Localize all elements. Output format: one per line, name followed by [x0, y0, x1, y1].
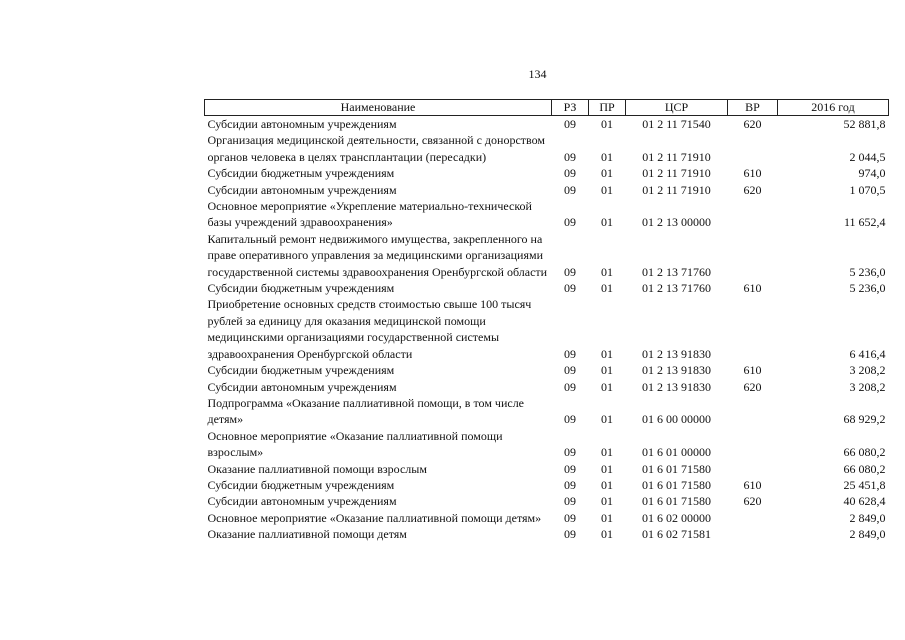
row-sum: 40 628,4	[843, 494, 886, 509]
row-sum: 974,0	[858, 166, 886, 181]
row-sum: 68 929,2	[843, 412, 886, 427]
table-row	[205, 510, 889, 526]
row-sum: 1 070,5	[849, 182, 886, 197]
row-sum: 2 849,0	[849, 510, 886, 525]
page-number: 134	[528, 67, 547, 81]
row-vr: 620	[743, 182, 762, 197]
row-pr: 01	[601, 215, 613, 230]
row-csr: 01 6 00 00000	[642, 412, 711, 427]
table-row	[205, 493, 889, 509]
row-sum: 5 236,0	[849, 264, 886, 279]
row-pr: 01	[601, 527, 613, 542]
row-name: Подпрограмма «Оказание паллиативной помощи, в том числе детям»	[207, 395, 525, 427]
row-sum: 66 080,2	[843, 461, 886, 476]
table-row	[205, 280, 889, 296]
row-csr: 01 2 13 91830	[642, 379, 711, 394]
header-pr: ПР	[589, 100, 626, 116]
row-pr: 01	[601, 412, 613, 427]
row-sum: 5 236,0	[849, 281, 886, 296]
row-rz: 09	[564, 379, 576, 394]
row-name: Субсидии бюджетным учреждениям	[207, 477, 395, 492]
row-name: Субсидии автономным учреждениям	[207, 494, 397, 509]
row-name: Основное мероприятие «Оказание паллиативной помощи детям»	[207, 510, 542, 525]
row-pr: 01	[601, 166, 613, 181]
row-pr: 01	[601, 281, 613, 296]
row-vr: 620	[743, 379, 762, 394]
row-name: Капитальный ремонт недвижимого имущества, закрепленного на праве оперативного управления за медицинскими организациями государственной системы здравоохранения Оренбургской области	[207, 231, 548, 279]
row-vr	[728, 395, 778, 428]
table-row	[205, 395, 889, 428]
row-rz: 09	[564, 412, 576, 427]
row-csr: 01 2 11 71910	[642, 149, 711, 164]
row-rz: 09	[564, 281, 576, 296]
row-vr	[728, 510, 778, 526]
row-name: Субсидии автономным учреждениям	[207, 117, 397, 131]
row-vr: 610	[743, 281, 762, 296]
row-vr	[728, 198, 778, 231]
row-rz: 09	[564, 182, 576, 197]
row-csr: 01 6 02 71581	[642, 527, 711, 542]
table-row	[205, 477, 889, 493]
row-name: Субсидии бюджетным учреждениям	[207, 166, 395, 181]
row-csr: 01 6 01 71580	[642, 494, 711, 509]
row-pr: 01	[601, 363, 613, 378]
row-rz: 09	[564, 363, 576, 378]
header-name: Наименование	[205, 100, 552, 116]
row-vr: 620	[743, 117, 762, 131]
table-row	[205, 231, 889, 280]
row-rz: 09	[564, 527, 576, 542]
table-row	[205, 182, 889, 198]
row-rz: 09	[564, 346, 576, 361]
row-rz: 09	[564, 445, 576, 460]
row-csr: 01 2 13 71760	[642, 264, 711, 279]
table-row	[205, 379, 889, 395]
row-rz: 09	[564, 166, 576, 181]
table-body	[205, 116, 889, 543]
row-pr: 01	[601, 182, 613, 197]
row-sum: 3 208,2	[849, 363, 886, 378]
row-pr: 01	[601, 494, 613, 509]
row-rz: 09	[564, 461, 576, 476]
row-vr: 610	[743, 477, 762, 492]
row-csr: 01 6 02 00000	[642, 510, 711, 525]
row-name: Субсидии бюджетным учреждениям	[207, 363, 395, 378]
row-name: Основное мероприятие «Оказание паллиативной помощи взрослым»	[207, 428, 503, 460]
row-rz: 09	[564, 510, 576, 525]
row-sum: 25 451,8	[843, 477, 886, 492]
table-row	[205, 165, 889, 181]
row-vr: 610	[743, 166, 762, 181]
table-row	[205, 116, 889, 133]
row-name: Оказание паллиативной помощи детям	[207, 527, 407, 542]
budget-table	[204, 99, 889, 543]
row-csr: 01 2 13 71760	[642, 281, 711, 296]
row-csr: 01 2 11 71910	[642, 182, 711, 197]
row-vr	[728, 132, 778, 165]
row-sum: 2 849,0	[849, 527, 886, 542]
row-csr: 01 6 01 00000	[642, 445, 711, 460]
row-name: Приобретение основных средств стоимостью свыше 100 тысяч рублей за единицу для оказания медицинской помощи медицинскими организациями государственной системы здравоохранения Оренбургской области	[207, 297, 532, 361]
row-name: Субсидии автономным учреждениям	[207, 379, 397, 394]
row-sum: 11 652,4	[843, 215, 886, 230]
row-pr: 01	[601, 149, 613, 164]
row-pr: 01	[601, 379, 613, 394]
table-row	[205, 428, 889, 461]
row-csr: 01 2 13 91830	[642, 346, 711, 361]
row-csr: 01 2 11 71910	[642, 166, 711, 181]
row-sum: 2 044,5	[849, 149, 886, 164]
row-csr: 01 2 13 91830	[642, 363, 711, 378]
table-row	[205, 526, 889, 542]
table-row	[205, 198, 889, 231]
row-sum: 52 881,8	[843, 117, 886, 131]
row-pr: 01	[601, 510, 613, 525]
row-csr: 01 2 11 71540	[642, 117, 711, 131]
row-sum: 66 080,2	[843, 445, 886, 460]
row-pr: 01	[601, 477, 613, 492]
row-name: Субсидии бюджетным учреждениям	[207, 281, 395, 296]
table-header-row	[205, 100, 889, 116]
row-vr	[728, 231, 778, 280]
row-name: Основное мероприятие «Укрепление материально-технической базы учреждений здравоохранения»	[207, 199, 532, 230]
table-row	[205, 296, 889, 362]
row-vr	[728, 461, 778, 477]
row-vr	[728, 428, 778, 461]
row-pr: 01	[601, 445, 613, 460]
row-rz: 09	[564, 494, 576, 509]
row-sum: 3 208,2	[849, 379, 886, 394]
header-year-2016: 2016 год	[778, 100, 889, 116]
row-pr: 01	[601, 461, 613, 476]
header-csr: ЦСР	[626, 100, 728, 116]
row-vr: 610	[743, 363, 762, 378]
row-csr: 01 2 13 00000	[642, 215, 711, 230]
row-pr: 01	[601, 264, 613, 279]
table-row	[205, 362, 889, 378]
row-vr: 620	[743, 494, 762, 509]
row-pr: 01	[601, 346, 613, 361]
row-rz: 09	[564, 477, 576, 492]
row-name: Организация медицинской деятельности, связанной с донорством органов человека в целях трансплантации (пересадки)	[207, 133, 545, 164]
row-rz: 09	[564, 264, 576, 279]
row-rz: 09	[564, 215, 576, 230]
table-row	[205, 132, 889, 165]
row-name: Оказание паллиативной помощи взрослым	[207, 461, 427, 476]
header-vr: ВР	[728, 100, 778, 116]
table-row	[205, 461, 889, 477]
row-csr: 01 6 01 71580	[642, 461, 711, 476]
row-rz: 09	[564, 149, 576, 164]
row-sum: 6 416,4	[849, 346, 886, 361]
row-pr: 01	[601, 117, 613, 131]
row-vr	[728, 296, 778, 362]
row-vr	[728, 526, 778, 542]
row-rz: 09	[564, 117, 576, 131]
row-name: Субсидии автономным учреждениям	[207, 182, 397, 197]
header-rz: РЗ	[552, 100, 589, 116]
row-csr: 01 6 01 71580	[642, 477, 711, 492]
